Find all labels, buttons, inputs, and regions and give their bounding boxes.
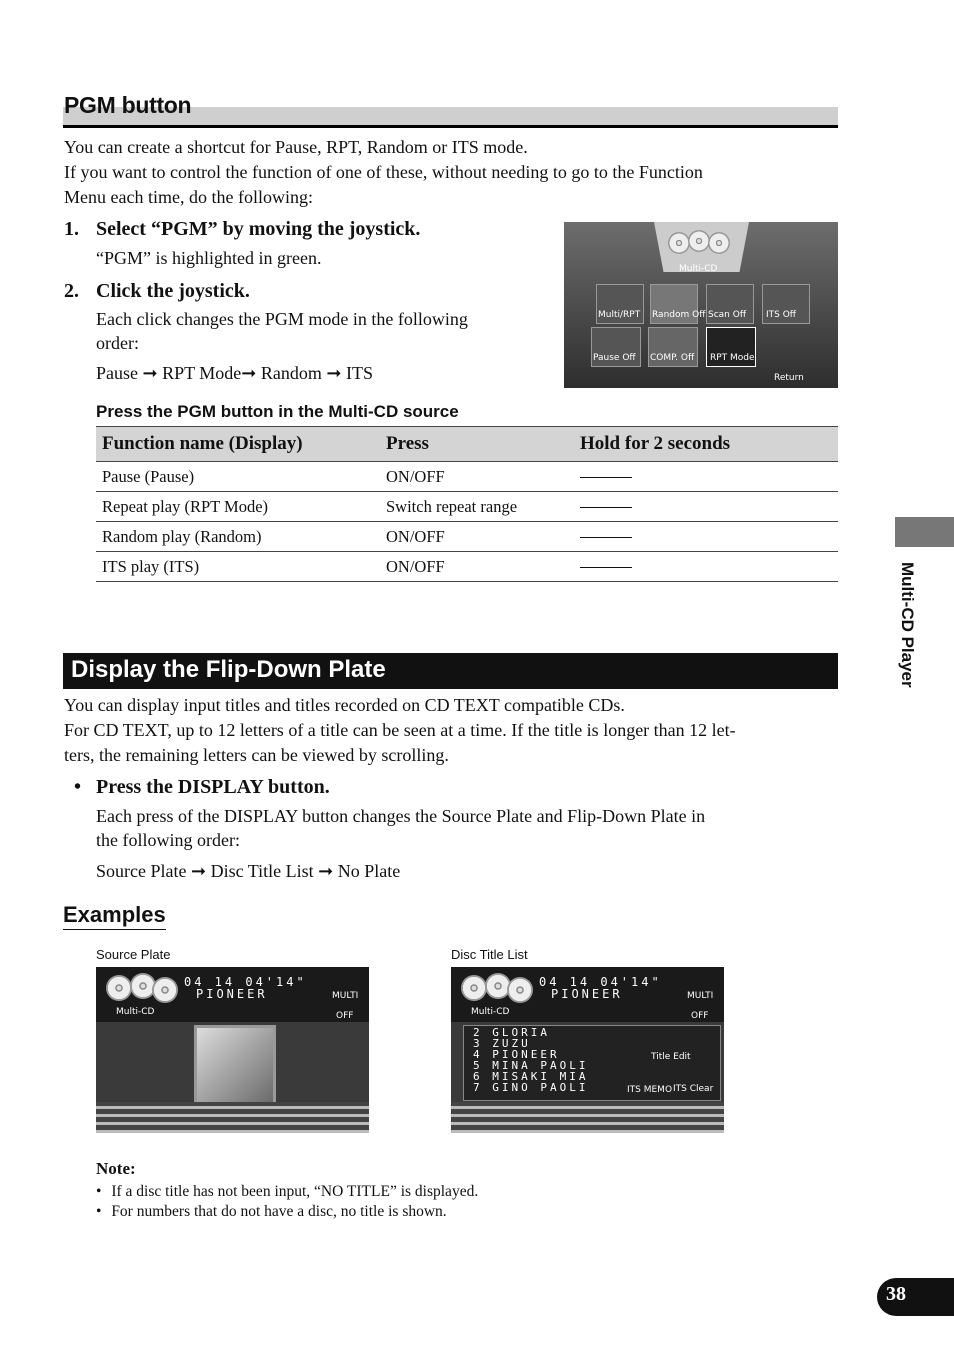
section-title-flip: Display the Flip-Down Plate (71, 656, 386, 683)
order-item: Pause (96, 363, 138, 383)
tile-label: Random Off (652, 310, 706, 320)
pgm-screen-image (564, 222, 838, 388)
column-header: Function name (Display) (96, 427, 380, 462)
section-header-flip (63, 653, 838, 689)
dash-placeholder (580, 537, 632, 538)
caption-disc-title-list: Disc Title List (451, 947, 528, 962)
intro-line-2: If you want to control the function of one of these, without needing to go to the Function (64, 162, 703, 182)
order-item: Source Plate (96, 861, 187, 881)
title-row: 5 MINA PAOLI (473, 1059, 589, 1072)
source-plate-image (96, 967, 369, 1133)
dash-placeholder (580, 477, 632, 478)
flip-para-3: ters, the remaining letters can be viewed by scrolling. (64, 745, 449, 765)
lcd-time: 04 14 04'14" (184, 975, 307, 989)
order-item: Disc Title List (210, 861, 314, 881)
page-number-badge (877, 1278, 954, 1316)
pgm-order (96, 361, 373, 385)
title-edit-button-label: Title Edit (651, 1052, 691, 1062)
screen-label: Multi-CD (679, 264, 718, 274)
bullet-note-2: the following order: (96, 830, 240, 850)
lcd-mode: MULTI (687, 991, 714, 1001)
table-header-row (96, 427, 838, 462)
tile-label: ITS Off (766, 310, 797, 320)
bullet-instruction: Press the DISPLAY button. (96, 776, 330, 798)
tile-label: Scan Off (708, 310, 747, 320)
screen-label: Multi-CD (471, 1007, 510, 1017)
section-title-pgm: PGM button (64, 92, 192, 118)
order-item: No Plate (337, 861, 401, 881)
note-item-text: For numbers that do not have a disc, no title is shown. (111, 1203, 447, 1220)
table-cell: ON/OFF (380, 552, 574, 582)
flip-para-2: For CD TEXT, up to 12 letters of a title can be seen at a time. If the title is longer than 12 let- (64, 720, 736, 740)
step-1-number: 1. (64, 218, 79, 240)
order-item: ITS (345, 363, 373, 383)
step-2-note-2: order: (96, 333, 139, 353)
page-number: 38 (886, 1283, 906, 1305)
bullet-note-1: Each press of the DISPLAY button changes the Source Plate and Flip-Down Plate in (96, 806, 706, 826)
tile-label: RPT Mode (710, 353, 755, 363)
intro-line-1: You can create a shortcut for Pause, RPT, Random or ITS mode. (64, 137, 528, 157)
arrow-icon: ➞ (318, 861, 334, 881)
arrow-icon: ➞ (142, 363, 158, 383)
disc-title-list-image (451, 967, 724, 1133)
column-header: Press (380, 427, 574, 462)
caption-source-plate: Source Plate (96, 947, 171, 962)
function-table (96, 426, 838, 582)
table-cell (574, 552, 838, 582)
table-cell: Repeat play (RPT Mode) (96, 492, 380, 522)
arrow-icon: ➞ (241, 363, 257, 383)
step-1-title: Select “PGM” by moving the joystick. (96, 218, 421, 240)
lcd-off: OFF (336, 1011, 354, 1021)
intro-line-3: Menu each time, do the following: (64, 187, 313, 207)
display-order (96, 859, 400, 883)
table-row (96, 522, 838, 552)
tile-label: Pause Off (593, 353, 636, 363)
table-cell (574, 522, 838, 552)
tile-label: Multi/RPT (598, 310, 641, 320)
bullet-icon: • (96, 1203, 102, 1220)
step-2-note-1: Each click changes the PGM mode in the following (96, 309, 468, 329)
table-cell (574, 492, 838, 522)
lcd-title: PIONEER (551, 987, 623, 1001)
table-row (96, 552, 838, 582)
note-item (96, 1203, 447, 1221)
title-row: 2 GLORIA (473, 1026, 550, 1039)
step-1-note: “PGM” is highlighted in green. (96, 248, 322, 268)
bullet-icon: • (96, 1183, 102, 1200)
table-cell: ON/OFF (380, 462, 574, 492)
lcd-off: OFF (691, 1011, 709, 1021)
note-title: Note: (96, 1159, 136, 1178)
arrow-icon: ➞ (326, 363, 342, 383)
lcd-mode: MULTI (332, 991, 359, 1001)
its-clear-button-label: ITS Clear (673, 1084, 714, 1094)
step-2-number: 2. (64, 280, 79, 302)
note-item (96, 1183, 478, 1201)
table-cell: Pause (Pause) (96, 462, 380, 492)
its-memo-button-label: ITS MEMO (627, 1085, 673, 1095)
bullet-icon: • (74, 776, 82, 798)
table-cell: ON/OFF (380, 522, 574, 552)
title-row: 6 MISAKI MIA (473, 1070, 589, 1083)
note-item-text: If a disc title has not been input, “NO TITLE” is displayed. (111, 1183, 479, 1200)
table-row (96, 492, 838, 522)
order-item: RPT Mode (162, 363, 242, 383)
side-tab-marker (895, 517, 954, 547)
flip-para-1: You can display input titles and titles recorded on CD TEXT compatible CDs. (64, 695, 625, 715)
table-cell: Random play (Random) (96, 522, 380, 552)
title-row: 4 PIONEER (473, 1048, 560, 1061)
title-row: 3 ZUZU (473, 1037, 531, 1050)
table-caption: Press the PGM button in the Multi-CD source (96, 402, 459, 421)
step-2-title: Click the joystick. (96, 280, 250, 302)
order-item: Random (260, 363, 322, 383)
examples-title: Examples (63, 902, 166, 930)
screen-label: Multi-CD (116, 1007, 155, 1017)
table-cell: Switch repeat range (380, 492, 574, 522)
table-row (96, 462, 838, 492)
table-cell: ITS play (ITS) (96, 552, 380, 582)
side-section-label: Multi-CD Player (898, 562, 917, 688)
tile-label: COMP. Off (650, 353, 695, 363)
title-row: 7 GINO PAOLI (473, 1081, 589, 1094)
dash-placeholder (580, 567, 632, 568)
column-header: Hold for 2 seconds (574, 427, 838, 462)
lcd-time: 04 14 04'14" (539, 975, 662, 989)
return-label: Return (774, 373, 804, 383)
table-cell (574, 462, 838, 492)
arrow-icon: ➞ (190, 861, 207, 881)
dash-placeholder (580, 507, 632, 508)
lcd-title: PIONEER (196, 987, 268, 1001)
